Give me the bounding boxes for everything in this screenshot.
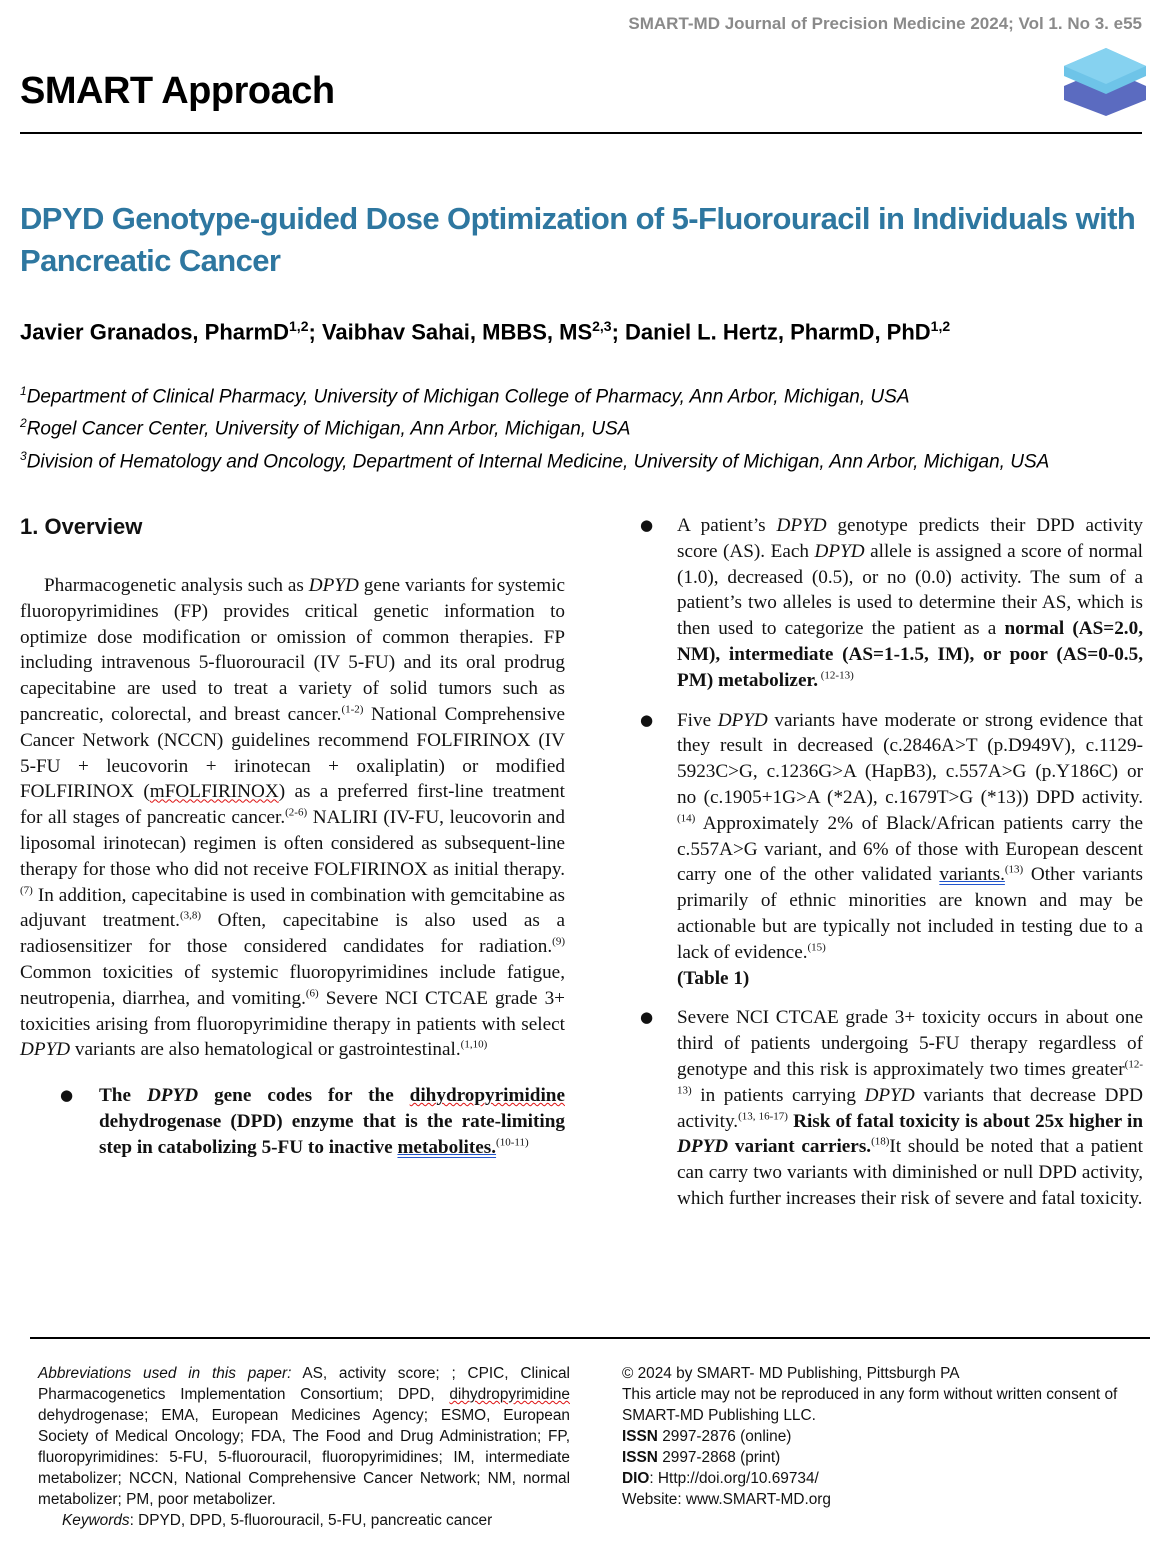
abbreviations-part-1: AS, activity score; ; CPIC, Clinical Pharmacogenetics Implementation Consortium; DPD,	[38, 1365, 570, 1403]
bullet-item	[640, 708, 1143, 992]
issn-label: ISSN	[622, 1428, 658, 1445]
citation: (1,10)	[460, 1038, 488, 1051]
flagged-word: mFOLFIRINOX	[149, 781, 279, 803]
doi-label: DIO	[622, 1470, 650, 1487]
reproduction-notice: This article may not be reproduced in any form without written consent of SMART-MD Publishing LLC.	[622, 1386, 1118, 1424]
gene-name: DPYD	[814, 540, 865, 562]
abbreviations-part-2: dehydrogenase; EMA, European Medicines Agency; ESMO, European Society of Medical Oncology; FDA, The Food and Drug Administration; FP, fluoropyrimidines: 5-FU, 5-fluorouracil, fluoropyrimidines; IM, intermediate metabolizer; NCCN, National Comprehensive Cancer Network; NM, normal metabolizer; PM, poor metabolizer.	[38, 1407, 570, 1508]
keywords-text: : DPYD, DPD, 5-fluorouracil, 5-FU, pancreatic cancer	[129, 1512, 493, 1529]
issn-print-value: 2997-2868 (print)	[657, 1449, 781, 1466]
author-affiliation-mark: 2,3	[592, 318, 612, 334]
underlined-word: metabolites.	[397, 1136, 497, 1158]
bold-text	[147, 1085, 198, 1106]
journal-logo	[1060, 44, 1150, 116]
bullet-marker: ●	[60, 1086, 74, 1105]
website: Website: www.SMART-MD.org	[622, 1491, 831, 1508]
gene-name: DPYD	[677, 1136, 729, 1158]
citation: (10-11)	[496, 1136, 529, 1149]
bold-text	[677, 1136, 728, 1157]
bullet-marker: ●	[640, 516, 654, 534]
bold-text: gene codes for the	[198, 1085, 410, 1107]
gene-name: DPYD	[864, 1084, 915, 1106]
bold-text: dehydrogenase (DPD) enzyme that is the rate-limiting step in catabolizing 5-FU to inactive	[99, 1110, 565, 1158]
bold-text: The	[99, 1085, 147, 1107]
author-list	[20, 318, 1168, 345]
citation: (6)	[305, 987, 319, 1000]
bold-text: (Table 1)	[677, 967, 750, 989]
affiliation	[20, 443, 1132, 475]
header-divider	[20, 132, 1142, 134]
keywords	[38, 1510, 570, 1531]
citation: (7)	[20, 884, 33, 897]
bullet-text: Severe NCI CTCAE grade 3+ toxicity occurs in about one third of patients undergoing 5-FU therapy regardless of genotype and this risk is approximately two times greater$^{(12-13)}$ in patients carrying DPYD variants that decrease DPD activity.$^{(13, 16-17)}$ Risk of fatal toxicity is about 25x higher in DPYD variant carriers.$^{(18)}$It should be noted that a patient can carry two variants with diminished or null DPD activity, which further increases their risk of severe and fatal toxicity.	[677, 1007, 1143, 1209]
bullet-text: A patient’s DPYD genotype predicts their DPD activity score (AS). Each DPYD allele is assigned a score of normal (1.0), decreased (0.5), or no (0.0) activity. The sum of a patient’s two alleles is used to determine their AS, which is then used to categorize the patient as a normal (AS=2.0, NM), intermediate (AS=1-1.5, IM), or poor (AS=0-0.5, PM) metabolizer. $^{(12-13)}$	[677, 515, 1143, 691]
citation: (3,8)	[179, 909, 202, 922]
bullet-item	[640, 1005, 1143, 1211]
affiliation-number: 2	[20, 416, 27, 431]
author-name: Vaibhav Sahai, MBBS, MS	[321, 319, 593, 345]
citation: (2-6)	[285, 806, 308, 819]
bullet-text	[99, 1085, 565, 1158]
abbreviations-label: Abbreviations used in this paper:	[38, 1365, 292, 1382]
affiliation-number: 3	[20, 448, 27, 463]
footer-divider	[30, 1337, 1150, 1339]
left-column	[20, 573, 565, 1175]
bold-text: variant carriers.	[728, 1136, 872, 1158]
issn-online-value: 2997-2876 (online)	[657, 1428, 792, 1445]
gene-name: DPYD	[308, 575, 359, 596]
author-separator: ;	[611, 319, 626, 345]
bold-text: normal (AS=2.0, NM), intermediate (AS=1-1.5, IM), or poor (AS=0-0.5, PM) metabolizer.	[677, 618, 1143, 691]
bullet-item	[20, 1083, 565, 1160]
overview-paragraph: Pharmacogenetic analysis such as DPYD gene variants for systemic fluoropyrimidines (FP) provides critical genetic information to optimize dose modification or omission of common therapies. FP including intravenous 5-fluorouracil (IV 5-FU) and its oral prodrug capecitabine are used to treat a variety of solid tumors such as pancreatic, colorectal, and breast cancer.$^{(1-2)}$ National Comprehensive Cancer Network (NCCN) guidelines recommend FOLFIRINOX (IV 5-FU + leucovorin + irinotecan + oxaliplatin) or modified FOLFIRINOX (mFOLFIRINOX) as a preferred first-line treatment for all stages of pancreatic cancer.$^{(2-6)}$ NALIRI (IV-FU, leucovorin and liposomal irinotecan) regimen is often considered as subsequent-line therapy for those who did not receive FOLFIRINOX as initial therapy.$^{(7)}$ In addition, capecitabine is used in combination with gemcitabine as adjuvant treatment.$^{(3,8)}$ Often, capecitabine is also used as a radiosensitizer for those considered candidates for radiation.$^{(9)}$ Common toxicities of systemic fluoropyrimidines include fatigue, neutropenia, diarrhea, and vomiting.$^{(6)}$ Severe NCI CTCAE grade 3+ toxicities arising from fluoropyrimidine therapy in patients with select DPYD variants are also hematological or gastrointestinal.$^{(1,10)}$	[20, 575, 565, 1061]
abbreviations-flagged-word: dihydropyrimidine	[449, 1386, 570, 1403]
affiliation	[20, 410, 1132, 442]
citation: (13, 16-17)	[738, 1110, 788, 1123]
gene-name: DPYD	[776, 515, 827, 536]
citation: (14)	[677, 812, 696, 825]
citation: (9)	[552, 935, 565, 948]
citation: (15)	[807, 941, 826, 954]
section-label: SMART Approach	[20, 70, 335, 112]
bullet-marker: ●	[640, 1008, 654, 1027]
bullet-text: Five DPYD variants have moderate or strong evidence that they result in decreased (c.2846A>T (p.D949V), c.1129-5923C>G, c.1236G>A (HapB3), c.557A>G (p.Y186C) or no (c.1905+1G>A (*2A), c.1679T>G (*13)) DPD activity. $^{(14)}$ Approximately 2% of Black/African patients carry the c.557A>G variant, and 6% of those with European descent carry one of the other validated variants.$^{(13)}$ Other variants primarily of ethnic minorities are known and may be actionable but are typically not included in testing due to a lack of evidence.$^{(15)}$ (Table 1)	[677, 709, 1143, 989]
citation: (12-13)	[818, 669, 854, 682]
issn-print	[622, 1447, 1122, 1468]
gene-name: DPYD	[146, 1085, 199, 1107]
abbreviations-text	[38, 1363, 570, 1510]
doi	[622, 1468, 1122, 1489]
flagged-word: dihydropyrimidine	[409, 1085, 565, 1107]
author-affiliation-mark: 1,2	[930, 318, 951, 334]
keywords-label: Keywords	[62, 1512, 130, 1529]
abbreviations-block	[38, 1363, 570, 1531]
section-heading-overview: 1. Overview	[20, 514, 143, 539]
publisher-block	[622, 1363, 1122, 1510]
author-name: Daniel L. Hertz, PharmD, PhD	[625, 319, 931, 345]
author-affiliation-mark: 1,2	[289, 318, 309, 334]
citation: (12-13)	[677, 1058, 1143, 1097]
citation: (13)	[1004, 863, 1024, 876]
author-separator: ;	[308, 319, 322, 345]
bullet-marker: ●	[640, 710, 654, 729]
gene-name: DPYD	[717, 709, 768, 731]
right-column	[640, 513, 1143, 1226]
affiliation-text: Rogel Cancer Center, University of Michigan, Ann Arbor, Michigan, USA	[26, 418, 631, 440]
affiliation-number: 1	[20, 384, 27, 398]
issn-online	[622, 1426, 1122, 1447]
underlined-word: variants.	[939, 864, 1005, 886]
affiliation	[20, 378, 1132, 410]
affiliation-text: Division of Hematology and Oncology, Department of Internal Medicine, University of Michigan, Ann Arbor, Michigan, USA	[26, 450, 1050, 472]
citation: (1-2)	[341, 703, 364, 716]
author-name: Javier Granados, PharmD	[20, 319, 290, 345]
issn-label: ISSN	[622, 1449, 658, 1466]
citation: (18)	[871, 1135, 890, 1148]
gene-name: DPYD	[20, 1039, 71, 1061]
doi-value: : Http://doi.org/10.69734/	[649, 1470, 819, 1487]
bullet-item	[640, 513, 1143, 694]
journal-citation: SMART-MD Journal of Precision Medicine 2024; Vol 1. No 3. e55	[628, 14, 1142, 33]
article-title: DPYD Genotype-guided Dose Optimization of 5-Fluorouracil in Individuals with Pancreatic Cancer	[20, 201, 1136, 278]
affiliation-text: Department of Clinical Pharmacy, University of Michigan College of Pharmacy, Ann Arbor, Michigan, USA	[26, 386, 910, 408]
copyright: © 2024 by SMART- MD Publishing, Pittsburgh PA	[622, 1365, 960, 1382]
bold-text: Risk of fatal toxicity is about 25x higher in	[787, 1110, 1143, 1132]
affiliation-list	[20, 378, 1132, 475]
